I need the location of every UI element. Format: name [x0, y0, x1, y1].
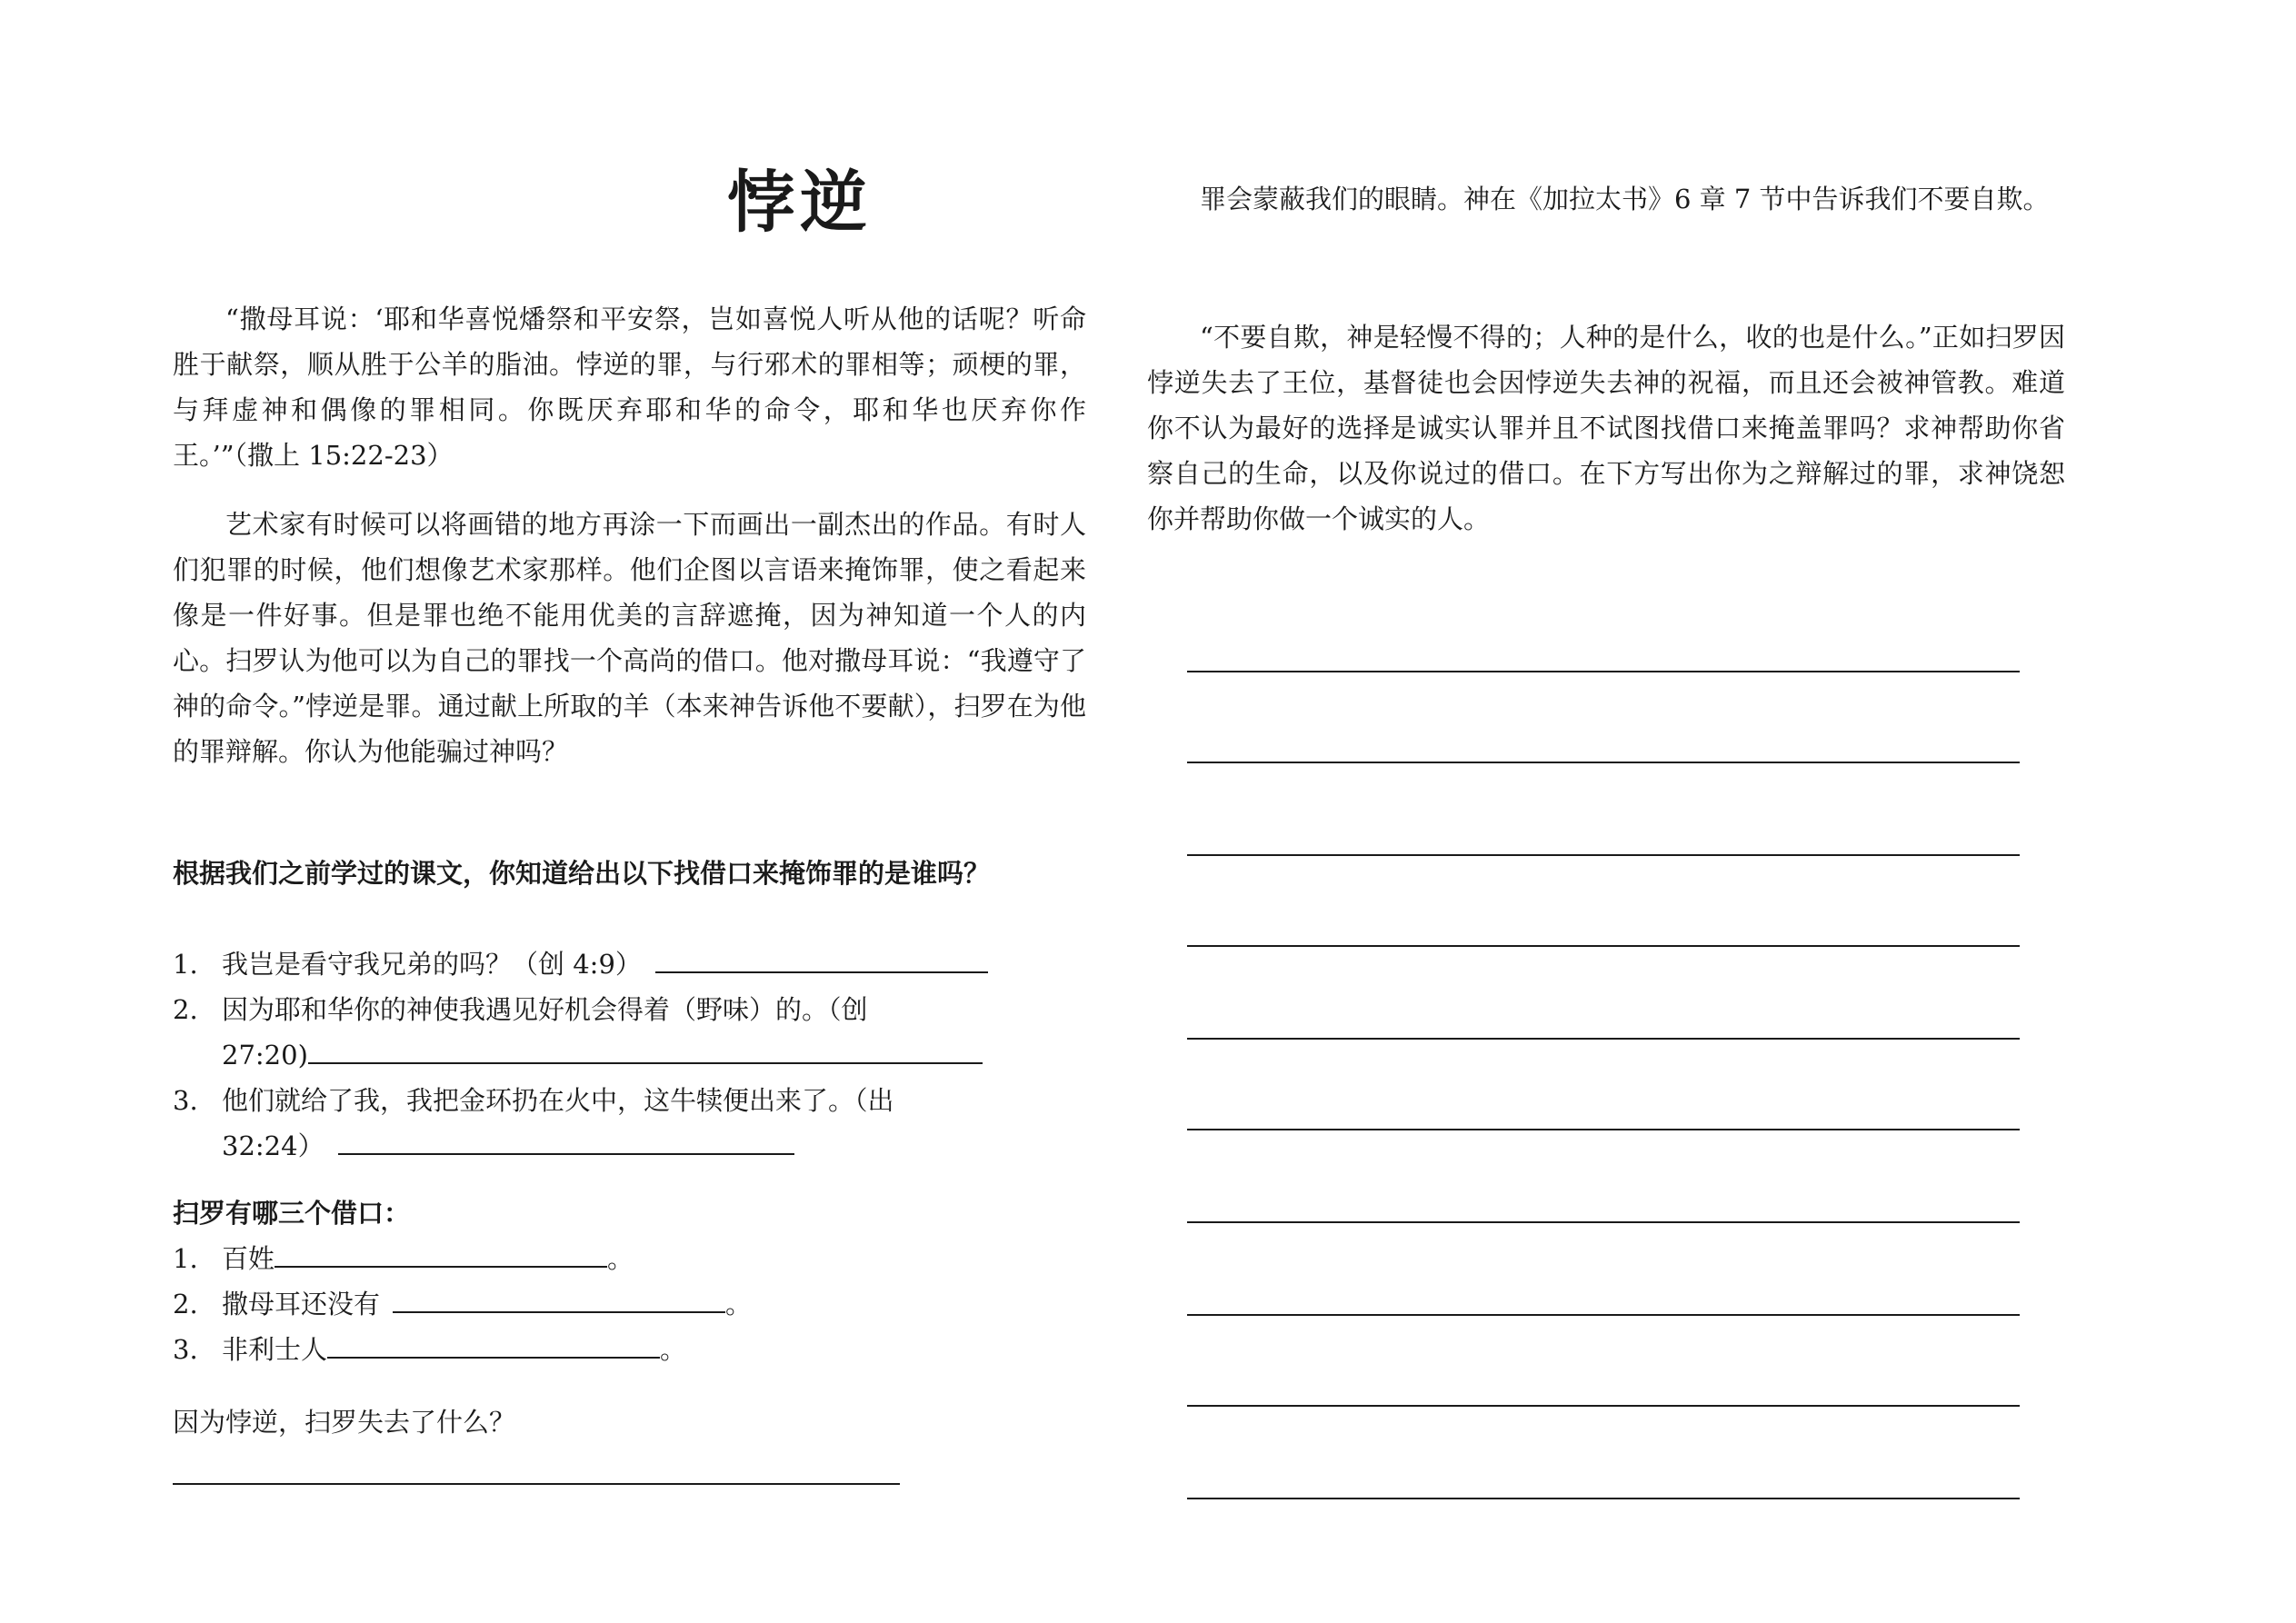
- list-item-suffix: 。: [660, 1334, 687, 1365]
- list-item-text: 因为耶和华你的神使我遇见好机会得着（野味）的。（创: [222, 994, 868, 1025]
- list-item: [173, 1236, 1086, 1281]
- list-item-suffix: 。: [607, 1243, 634, 1274]
- list-item-text: 撒母耳还没有: [222, 1289, 381, 1319]
- list-item-number: 3.: [173, 1334, 198, 1365]
- writing-line[interactable]: [1187, 1405, 2020, 1407]
- list-item-number: 1.: [173, 949, 198, 980]
- lesson-paragraph: 艺术家有时候可以将画错的地方再涂一下而画出一副杰出的作品。有时人们犯罪的时候，他们想像艺术家那样。他们企图以言语来掩饰罪，使之看起来像是一件好事。但是罪也绝不能用优美的言辞遮掩，因为神知道一个人的内心。扫罗认为他可以为自己的罪找一个高尚的借口。他对撒母耳说：“我遵守了神的命令。”悖逆是罪。通过献上所取的羊（本来神告诉他不要献），扫罗在为他的罪辩解。你认为他能骗过神吗？: [173, 509, 1086, 767]
- answer-blank[interactable]: [655, 942, 988, 973]
- list-item-number: 2.: [173, 1289, 198, 1319]
- writing-line[interactable]: [1187, 1498, 2020, 1499]
- galatians-paragraph: 罪会蒙蔽我们的眼睛。神在《加拉太书》6 章 7 节中告诉我们不要自欺。: [1200, 184, 2050, 214]
- section1-heading: 根据我们之前学过的课文，你知道给出以下找借口来掩饰罪的是谁吗？: [173, 858, 991, 889]
- scripture-paragraph: “撒母耳说：‘耶和华喜悦燔祭和平安祭，岂如喜悦人听从他的话呢？听命胜于献祭，顺从胜于公羊的脂油。悖逆的罪，与行邪术的罪相等；顽梗的罪，与拜虚神和偶像的罪相同。你既厌弃耶和华的命令，耶和华也厌弃你作王。’”（撒上 15:22-23）: [173, 304, 1086, 471]
- list-item: [173, 987, 1086, 1078]
- writing-line[interactable]: [1187, 1221, 2020, 1223]
- writing-line[interactable]: [1187, 945, 2020, 947]
- answer-blank[interactable]: [393, 1282, 725, 1313]
- final-question: 因为悖逆，扫罗失去了什么？: [173, 1407, 516, 1438]
- application-paragraph: “不要自欺，神是轻慢不得的；人种的是什么，收的也是什么。”正如扫罗因悖逆失去了王位，基督徒也会因悖逆失去神的祝福，而且还会被神管教。难道你不认为最好的选择是诚实认罪并且不试图找借口来掩盖罪吗？求神帮助你省察自己的生命，以及你说过的借口。在下方写出你为之辩解过的罪，求神饶恕你并帮助你做一个诚实的人。: [1147, 322, 2065, 534]
- list-item: [173, 1281, 1086, 1327]
- answer-line[interactable]: [173, 1483, 900, 1485]
- list-item-text-continued: 27:20): [222, 1040, 308, 1070]
- writing-line[interactable]: [1187, 762, 2020, 763]
- writing-line[interactable]: [1187, 1314, 2020, 1316]
- list-item-text: 我岂是看守我兄弟的吗？（创 4:9）: [222, 949, 642, 980]
- list-item-number: 1.: [173, 1243, 198, 1274]
- list-item: [173, 1078, 1086, 1169]
- list-item-text: 非利士人: [222, 1334, 328, 1365]
- writing-line[interactable]: [1187, 671, 2020, 672]
- list-item-text: 他们就给了我，我把金环扔在火中，这牛犊便出来了。（出: [222, 1085, 894, 1116]
- list-item-text-continued: 32:24）: [222, 1130, 324, 1161]
- writing-line[interactable]: [1187, 854, 2020, 856]
- answer-blank[interactable]: [338, 1124, 794, 1155]
- answer-blank[interactable]: [275, 1237, 607, 1268]
- writing-line[interactable]: [1187, 1129, 2020, 1130]
- list-item: [173, 1327, 1086, 1372]
- list-item-number: 3.: [173, 1085, 198, 1116]
- list-item-text: 百姓: [222, 1243, 275, 1274]
- list-item: [173, 941, 1086, 987]
- list-item-suffix: 。: [725, 1289, 753, 1319]
- answer-blank[interactable]: [308, 1033, 983, 1064]
- page-title: 悖逆: [727, 164, 873, 242]
- writing-line[interactable]: [1187, 1038, 2020, 1040]
- section2-heading: 扫罗有哪三个借口：: [173, 1198, 411, 1229]
- list-item-number: 2.: [173, 994, 198, 1025]
- answer-blank[interactable]: [327, 1328, 660, 1359]
